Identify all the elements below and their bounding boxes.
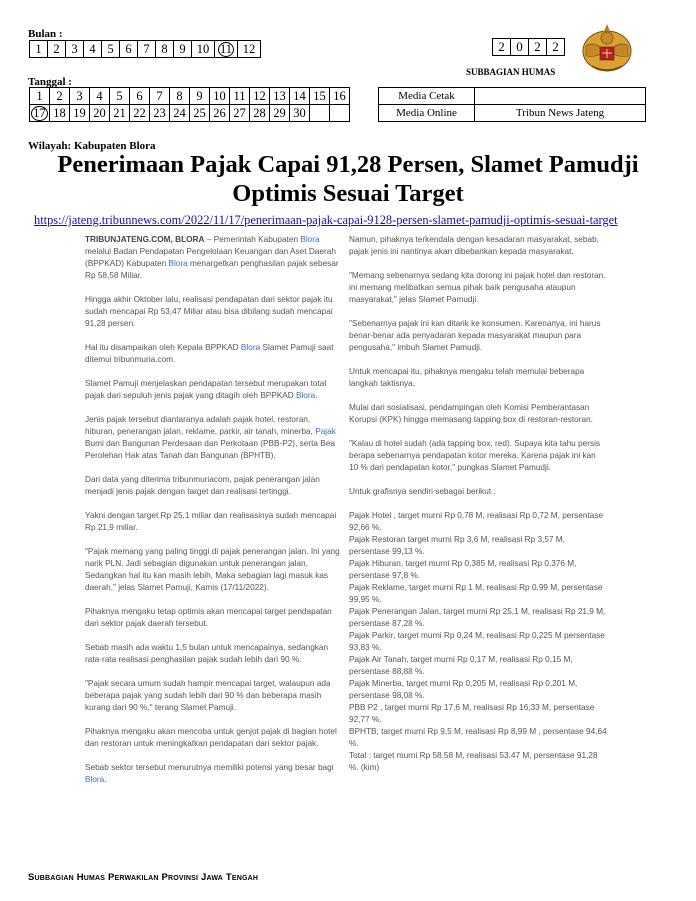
government-emblem [578,18,636,76]
tag-link[interactable]: Blora [240,343,261,352]
tag-link[interactable]: Blora [300,235,320,244]
year-box [492,38,565,56]
article-title: Penerimaan Pajak Capai 91,28 Persen, Slamet Pamudji Optimis Sesuai Target [57,151,639,207]
tax-item: Pajak Hiburan, target murni Rp 0,385 M, realisasi Rp 0,376 M, persentase 97,8 %. [349,559,577,580]
month-cell: 10 [192,41,215,58]
paragraph: Dari data yang diterima tribunmuriacom, pajak penerangan jalan menjadi jenis pajak dengan target dan realisasi tertinggi. [85,475,320,496]
wilayah: Wilayah: Kabupaten Blora [28,140,156,152]
month-cell: 2 [48,41,66,58]
date-cell: 7 [150,88,170,105]
date-cell: 23 [150,105,170,122]
tag-link[interactable]: Blora [295,391,316,400]
month-cell: 8 [156,41,174,58]
date-cell: 30 [290,105,310,122]
tax-item: Pajak Reklame, target murni Rp 1 M, realisasi Rp 0,99 M, persentase 99,95 %. [349,583,603,604]
article-left-column [85,234,342,798]
date-cell: 20 [90,105,110,122]
month-cell: 1 [30,41,48,58]
month-cell: 4 [84,41,102,58]
date-cell: 16 [330,88,350,105]
article-url[interactable]: https://jateng.tribunnews.com/2022/11/17/penerimaan-pajak-capai-9128-persen-slamet-pamudji-optimis-sesuai-target [34,213,618,227]
paragraph: Pihaknya mengaku akan mencoba untuk genjot pajak di bagian hotel dan restoran untuk meningkatkan pendapatan dari sektor pajak. [85,727,337,748]
tax-item: Pajak Parkir, target murni Rp 0,24 M, realisasi Rp 0,225 M persentase 93,83 %. [349,631,605,652]
tax-item: BPHTB, target murni Rp 9,5 M, realisasi Rp 8,99 M , persentase 94,64 %. [349,727,607,748]
paragraph: Yakni dengan target Rp 25,1 miliar dan realisasinya sudah mencapai Rp 21,9 miliar. [85,511,337,532]
date-cell: 12 [250,88,270,105]
paragraph: "Memang sebenarnya sedang kita dorong ini pajak hotel dan restoran. ini memang melibatkan semua pihak baik pengusaha ataupun masyarakat," jelas Slamet Pamudji. [349,271,606,304]
tag-link[interactable]: Blora [85,775,105,784]
tax-item: Pajak Restoran target murni Rp 3,6 M, realisasi Rp 3,57 M, persentase 99,13 %. [349,535,565,556]
article-right-column [349,234,607,774]
paragraph: Namun, pihaknya terkendala dengan kesadaran masyarakat, sebab, pajak jenis ini nantinya akan dibebankan kepada masyarakat. [349,235,599,256]
tanggal-label: Tanggal : [28,76,72,88]
date-cell [310,105,330,122]
date-cell: 25 [190,105,210,122]
year-digit: 2 [493,39,511,56]
paragraph: Hal itu disampaikan oleh Kepala BPPKAD Blora Slamet Pamuji saat ditemui tribunmuria.com. [85,343,334,364]
tax-item: Pajak Hotel , target murni Rp 0,78 M, realisasi Rp 0,72 M, persentase 92,66 %. [349,511,604,532]
media-cetak-label: Media Cetak [379,88,475,105]
paragraph: "Pajak secara umum sudah hampir mencapai target, walaupun ada beberapa pajak yang sudah lebih dari 90 % dan beberapa masih kurang dari 90 %," terang Slamet Pamuji. [85,679,331,712]
media-cetak-value [475,88,646,105]
tag-link[interactable]: Pajak [315,427,336,436]
tag-link[interactable]: Blora [168,259,188,268]
date-cell: 5 [110,88,130,105]
date-cell: 27 [230,105,250,122]
date-cell: 29 [270,105,290,122]
month-cell: 3 [66,41,84,58]
date-cell: 26 [210,105,230,122]
date-cell: 4 [90,88,110,105]
paragraph: Untuk mencapai itu, pihaknya mengaku telah memulai beberapa langkah taktisnya. [349,367,585,388]
selected-date-circle: 17 [33,105,46,120]
tax-item: PBB P2 , target murni Rp 17,6 M, realisasi Rp 16,33 M, persentase 92,77 %. [349,703,595,724]
date-cell [30,105,50,122]
tax-list [349,510,607,774]
paragraph: TRIBUNJATENG.COM, BLORA – Pemerintah Kabupaten Blora melalui Badan Pendapatan Pengelolaan Keuangan dan Aset Daerah (BPPKAD) Kabupaten Blora menargetkan penghasilan pajak sebesar Rp 58,58 Miliar. [85,235,339,280]
media-online-value: Tribun News Jateng [475,105,646,122]
paragraph: Jenis pajak tersebut diantaranya adalah pajak hotel, restoran, hiburan, penerangan jalan, reklame, parkir, air tanah, minerba, Pajak Bumi dan Bangunan Perdesaan dan Perkotaan (PBB-P2), serta Bea Perolehan Hak atas Tanah dan Bangunan (BPHTB). [85,415,336,460]
paragraph: Sebab sektor tersebut menurutnya memiliki potensi yang besar bagi Blora. [85,763,334,784]
tax-item: Pajak Penerangan Jalan, target murni Rp 25,1 M, realisasi Rp 21,9 M, persentase 87,28 %. [349,607,606,628]
date-cell: 6 [130,88,150,105]
bulan-label: Bulan : [28,28,63,40]
month-cell: 6 [120,41,138,58]
dateline: TRIBUNJATENG.COM, BLORA [85,235,205,244]
date-cell: 9 [190,88,210,105]
date-cell: 18 [50,105,70,122]
year-digit: 2 [529,39,547,56]
org-name: SUBBAGIAN HUMAS [466,67,556,77]
date-cell: 8 [170,88,190,105]
year-digit: 0 [511,39,529,56]
month-cell: 12 [238,41,261,58]
date-cell: 21 [110,105,130,122]
paragraph: Pihaknya mengaku tetap optimis akan mencapai target pendapatan dari sektor pajak daerah tersebut. [85,607,332,628]
footer-text: Subbagian Humas Perwakilan Provinsi Jawa Tengah [28,872,259,883]
month-cell: 9 [174,41,192,58]
selected-month-circle: 11 [219,41,233,56]
date-cell: 22 [130,105,150,122]
paragraph: "Kalau di hotel sudah (ada tapping box, red). Supaya kita tahu persis berapa sebenarnya pendapatan kotor mereka. Karena pajak ini kan 10 % dari pendapatan kotor," pungkas Slamet Pamudji. [349,439,601,472]
date-cell: 28 [250,105,270,122]
date-cell: 3 [70,88,90,105]
month-cell: 5 [102,41,120,58]
date-cell [330,105,350,122]
date-cell: 10 [210,88,230,105]
month-cell [215,41,238,58]
date-cell: 2 [50,88,70,105]
date-cell: 15 [310,88,330,105]
month-cell: 7 [138,41,156,58]
date-cell: 11 [230,88,250,105]
tax-item: Total : target murni Rp 58.58 M, realisasi 53.47 M, persentase 91,28 %. (kim) [349,751,598,772]
date-cell: 24 [170,105,190,122]
month-grid [29,40,261,58]
paragraph: Slamet Pamuji menjelaskan pendapatan tersebut merupakan total pajak dari sepuluh jenis pajak yang ditagih oleh BPPKAD Blora. [85,379,327,400]
tax-item: Pajak Air Tanah, target murni Rp 0,17 M, realisasi Rp 0,15 M, persentase 88,88 %. [349,655,573,676]
date-grid [29,87,350,122]
paragraph: Sebab masih ada waktu 1,5 bulan untuk mencapainya, sedangkan rata-rata realisasi penghasilan pajak sudah lebih dari 90 %. [85,643,329,664]
paragraph: Untuk grafisnya sendiri sebagai berikut : [349,487,496,496]
tax-item: Pajak Minerba, target murni Rp 0,205 M, realisasi Rp 0,201 M, persentase 98,08 %. [349,679,578,700]
paragraph: Mulai dari sosialisasi, pendampingan oleh Komisi Pemberantasan Korupsi (KPK) hingga memasang tapping box di restoran-restoran. [349,403,593,424]
paragraph: Hingga akhir Oktober lalu, realisasi pendapatan dari sektor pajak itu sudah mencapai Rp 53,47 Miliar atau bisa dibilang sudah mencapai 91,28 persen. [85,295,333,328]
date-cell: 14 [290,88,310,105]
media-online-label: Media Online [379,105,475,122]
year-digit: 2 [547,39,565,56]
date-cell: 1 [30,88,50,105]
paragraph: "Sebenarnya pajak ini kan ditarik ke konsumen. Karenanya, ini harus benar-benar ada penyadaran kepada masyarakat maupun para pengusaha," imbuh Slamet Pamudji. [349,319,601,352]
media-table [378,87,646,122]
paragraph: "Pajak memang yang paling tinggi di pajak penerangan jalan. Ini yang narik PLN. Jadi sebagian digunakan untuk penerangan jalan, Sedangkan hal itu kan masih lebih, Maka sebagian lagi masuk kas daerah," jelas Slamet Pamuji, Kamis (17/11/2022). [85,547,340,592]
date-cell: 13 [270,88,290,105]
date-cell: 19 [70,105,90,122]
